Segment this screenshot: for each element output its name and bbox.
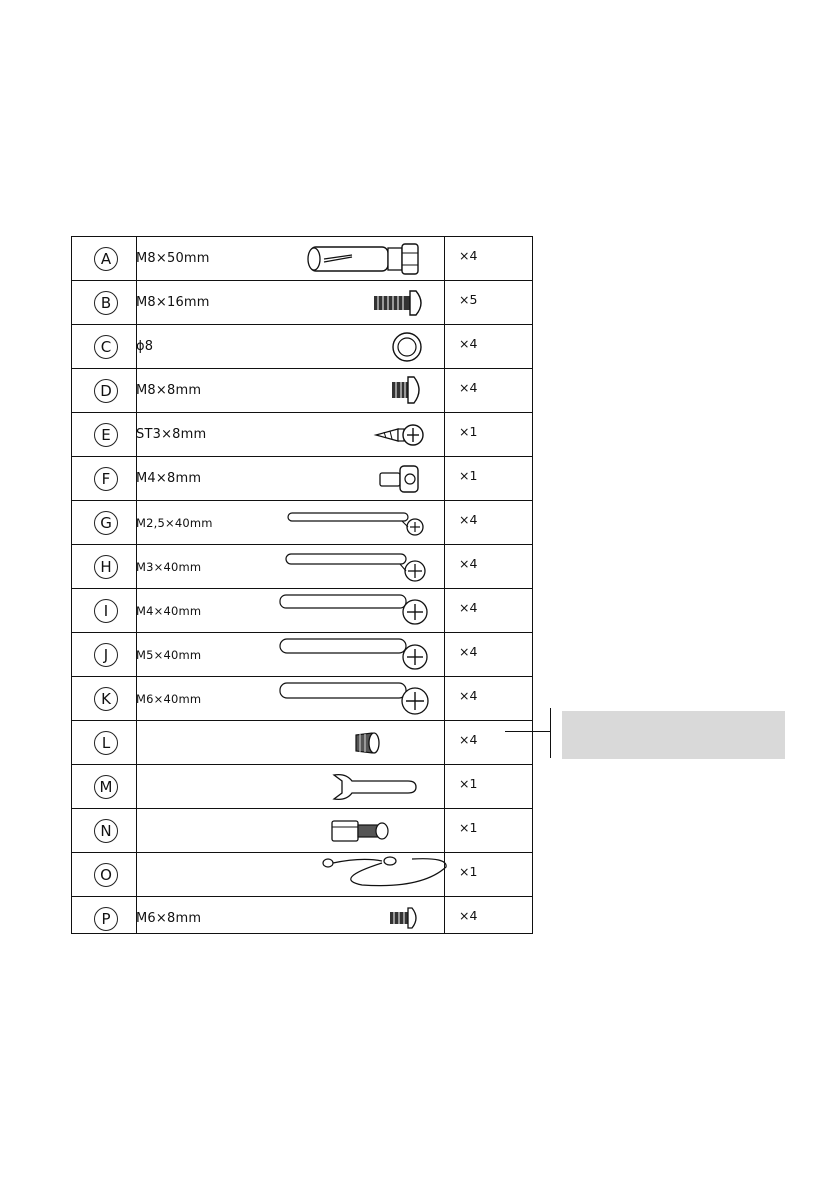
part-quantity: ×4 [459,600,478,615]
anchor-bolt-icon [212,237,442,281]
part-quantity: ×1 [459,820,478,835]
callout-leader-line [505,731,550,732]
part-spec: M5×40mm [136,648,202,662]
parts-row-o [72,853,532,897]
part-spec: M4×8mm [136,471,202,486]
part-spec: M8×8mm [136,383,202,398]
part-spec: ST3×8mm [136,427,207,442]
part-letter: I [94,599,118,623]
part-letter: B [94,291,118,315]
part-quantity: ×4 [459,908,478,923]
part-quantity: ×4 [459,688,478,703]
washer-icon [212,325,442,369]
parts-row-n [72,809,532,853]
part-quantity: ×4 [459,732,478,747]
part-letter: F [94,467,118,491]
parts-row-b [72,281,532,325]
parts-table [71,236,533,934]
part-letter: L [94,731,118,755]
part-quantity: ×1 [459,776,478,791]
part-spec: M8×16mm [136,295,210,310]
parts-row-g [72,501,532,545]
part-spec: M6×8mm [136,911,202,926]
long-screw-icon [212,677,442,721]
parts-row-c [72,325,532,369]
part-spec: M3×40mm [136,560,202,574]
part-letter: J [94,643,118,667]
part-letter: H [94,555,118,579]
hex-socket-screw-icon [212,457,442,501]
callout-bracket [550,708,551,758]
spacer-icon [212,721,442,765]
part-letter: K [94,687,118,711]
parts-row-a [72,237,532,281]
wrench-icon [212,765,442,809]
part-spec: M2,5×40mm [136,516,213,530]
short-screw-icon [212,369,442,413]
part-quantity: ×4 [459,336,478,351]
part-spec: M4×40mm [136,604,202,618]
part-letter: O [94,863,118,887]
part-letter: N [94,819,118,843]
part-quantity: ×4 [459,644,478,659]
part-spec: M6×40mm [136,692,202,706]
part-quantity: ×4 [459,512,478,527]
parts-row-d [72,369,532,413]
parts-row-p [72,897,532,941]
part-letter: G [94,511,118,535]
callout-note-box [562,711,785,759]
screw-icon [212,281,442,325]
part-letter: A [94,247,118,271]
parts-row-k [72,677,532,721]
part-letter: E [94,423,118,447]
parts-row-e [72,413,532,457]
socket-adapter-icon [212,809,442,853]
part-quantity: ×5 [459,292,478,307]
part-letter: M [94,775,118,799]
cable-loop-icon [212,853,442,897]
part-quantity: ×4 [459,556,478,571]
parts-row-l [72,721,532,765]
long-screw-icon [212,545,442,589]
parts-row-h [72,545,532,589]
part-spec: ϕ8 [136,339,154,354]
parts-row-j [72,633,532,677]
long-screw-icon [212,501,442,545]
screw-icon [212,897,442,941]
part-quantity: ×1 [459,468,478,483]
part-quantity: ×4 [459,380,478,395]
parts-row-f [72,457,532,501]
part-letter: C [94,335,118,359]
part-quantity: ×1 [459,424,478,439]
part-letter: P [94,907,118,931]
long-screw-icon [212,633,442,677]
parts-row-m [72,765,532,809]
wood-screw-icon [212,413,442,457]
part-quantity: ×4 [459,248,478,263]
part-letter: D [94,379,118,403]
part-quantity: ×1 [459,864,478,879]
part-spec: M8×50mm [136,251,210,266]
parts-row-i [72,589,532,633]
long-screw-icon [212,589,442,633]
